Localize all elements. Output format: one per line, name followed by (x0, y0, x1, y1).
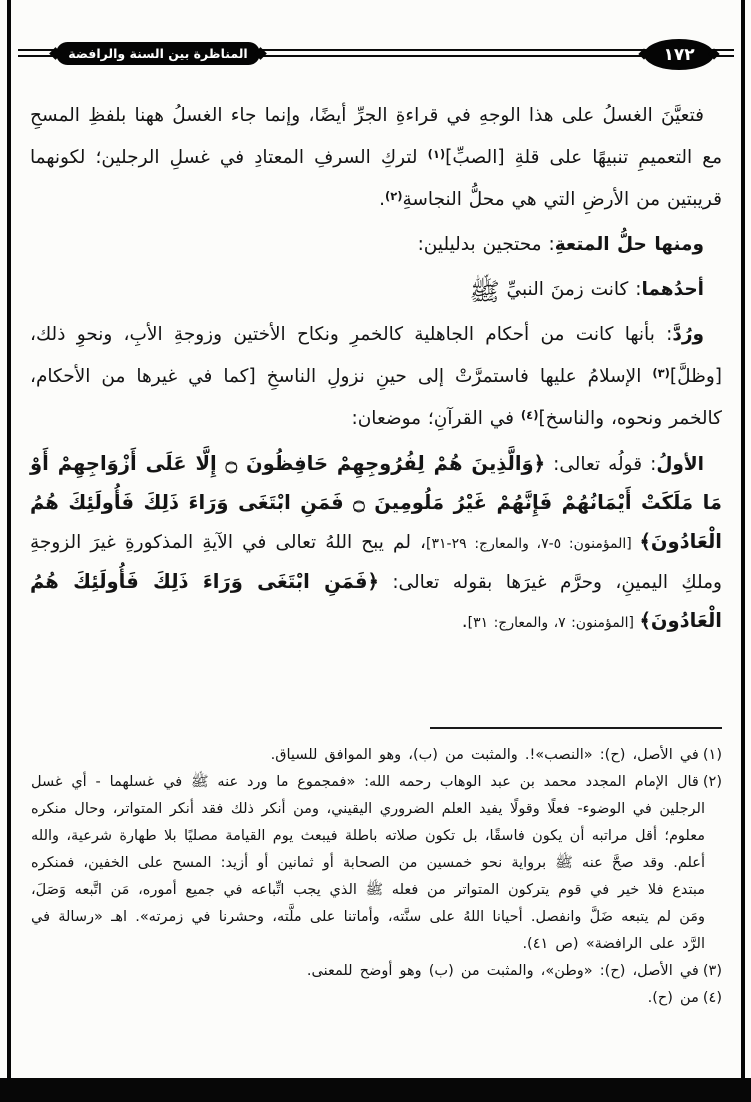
text-run: ومنها حلُّ المتعةِ (554, 234, 704, 255)
paragraph-quran-evidence (30, 445, 722, 642)
text-run: ورُدَّ (672, 324, 704, 345)
main-text (30, 97, 722, 649)
footnote-1-marker: (١) (702, 747, 722, 763)
text-run: في القرآنِ؛ موضعان: (351, 408, 521, 429)
quran-verse: ﴿وَالَّذِينَ هُمْ لِفُرُوجِهِمْ حَافِظُونَ ۝ إِلَّا عَلَى أَزْوَاجِهِمْ أَوْ مَا مَلَكَتْ أَيْمَانُهُمْ فَإِنَّهُمْ غَيْرُ مَلُومِينَ ۝ فَمَنِ ابْتَغَى وَرَاءَ ذَلِكَ فَأُولَئِكَ هُمُ الْعَادُونَ﴾ (30, 452, 722, 553)
page-edge-right (741, 0, 745, 1102)
text-run: الإسلامُ عليها فاستمرَّتْ إلى حينِ نزولِ الناسخِ [كما في غيرها من الأحكام، كالخمر ونحوه، والناسخ] (30, 366, 722, 429)
footnote-2-text: قال الإمام المجدد محمد بن عبد الوهاب رحمه الله: «فمجموع ما ورد عنه ﷺ في غسلهما - أي غسل الرجلين في الوضوء- فعلًا وقولًا يفيد العلم الضروري اليقيني، ومن أنكر ذلك فقد أنكر المتواتر، وحال منكره معلوم؛ أقل مراتبه أن يكون فاسقًا، بل تكون صلاته باطلة فيبعث يوم القيامة مصليًا بلا طهارة شرعية، والله أعلم. وقد صحَّ عنه ﷺ برواية نحو خمسين من الصحابة أو ثمانين أو أزيد: المسح على الخفين، فمنكره مبتدع فلا خير في قوم يتركون المتواتر من فعله ﷺ الذي يجب اتِّباعه في جميع أموره، مَن اتَّبعه وَصَلَ، ومَن لم يتبعه ضَلَّ وانفصل. أحيانا اللهُ على سنَّته، وأماتنا على ملَّته، وحشرنا في زمرته». اهـ «رسالة في الرَّد على الرافضة» (ص ٤١). (31, 774, 705, 952)
paragraph-ghusl-conclusion (30, 97, 722, 219)
text-run: لتركِ السرفِ المعتادِ في غسلِ الرجلين؛ لكونهما قريبتين من الأرضِ التي هي محلُّ النجاسةِ (30, 147, 722, 210)
footnote-4-marker: (٤) (702, 990, 722, 1006)
text-run: : كانت زمنَ النبيِّ (499, 279, 642, 300)
page-number: ١٧٢ (663, 44, 695, 65)
text-run: : بأنها كانت من أحكام الجاهلية كالخمرِ ونكاح الأختين وزوجةِ الأبِ، ونحوِ ذلك، [وظلَّ] (30, 324, 722, 387)
paragraph-mutah-heading (30, 226, 722, 264)
text-run: . (379, 189, 385, 210)
paragraph-first-argument (30, 271, 722, 309)
quran-verse: ﴿فَمَنِ ابْتَغَى وَرَاءَ ذَلِكَ فَأُولَئِكَ هُمُ الْعَادُونَ﴾ (30, 570, 722, 632)
text-run: : قولُه تعالى: (545, 454, 657, 475)
footnote-3-marker: (٣) (702, 963, 722, 979)
footnote-4 (31, 985, 722, 1012)
footnote-4-text: من (ح). (647, 990, 699, 1006)
footnote-3 (31, 958, 722, 985)
footnote-3-text: في الأصل، (ح): «وطن»، والمثبت من (ب) وهو أوضح للمعنى. (306, 963, 699, 979)
verse-citation: [المؤمنون: ٥-٧، والمعارج: ٢٩-٣١] (426, 536, 640, 552)
paragraph-rebuttal (30, 316, 722, 438)
page-edge-left (7, 0, 11, 1102)
page-edge-bottom (0, 1078, 751, 1102)
book-title: المناظرة بين السنة والرافضة (68, 46, 248, 61)
footnote-1 (31, 742, 722, 769)
footnote-2 (31, 769, 722, 958)
footnote-2-marker: (٢) (702, 774, 722, 790)
footnote-ref: (١) (427, 147, 446, 161)
footnote-ref: (٤) (520, 408, 539, 422)
footnotes-section (31, 727, 722, 1012)
prophet-salutation-symbol: ﷺ (469, 277, 500, 306)
footnote-1-text: في الأصل، (ح): «النصب»!. والمثبت من (ب)، وهو الموافق للسياق. (270, 747, 699, 763)
footnote-separator-rule (430, 727, 722, 729)
footnote-ref: (٣) (652, 366, 670, 380)
page-number-badge (644, 39, 714, 70)
book-title-cartouche (56, 42, 260, 65)
text-run: ، لم يبح اللهُ تعالى في الآيةِ المذكورةِ غيرَ الزوجةِ وملكِ اليمينِ، وحرَّم غيرَها بقوله تعالى: (30, 532, 722, 593)
text-run: الأولُ (656, 454, 704, 475)
verse-citation: [المؤمنون: ٧، والمعارج: ٣١] (467, 615, 640, 631)
text-run: : محتجين بدليلين: (417, 234, 555, 255)
footnote-ref: (٢) (384, 189, 403, 203)
text-run: . (461, 611, 468, 632)
text-run: أحدُهما (641, 279, 704, 300)
text-run: فتعيَّنَ الغسلُ على هذا الوجهِ في قراءةِ الجرِّ أيضًا، وإنما جاء الغسلُ ههنا بلفظِ المسحِ مع التعميمِ تنبيهًا على قلةِ [الصبِّ] (30, 105, 722, 168)
